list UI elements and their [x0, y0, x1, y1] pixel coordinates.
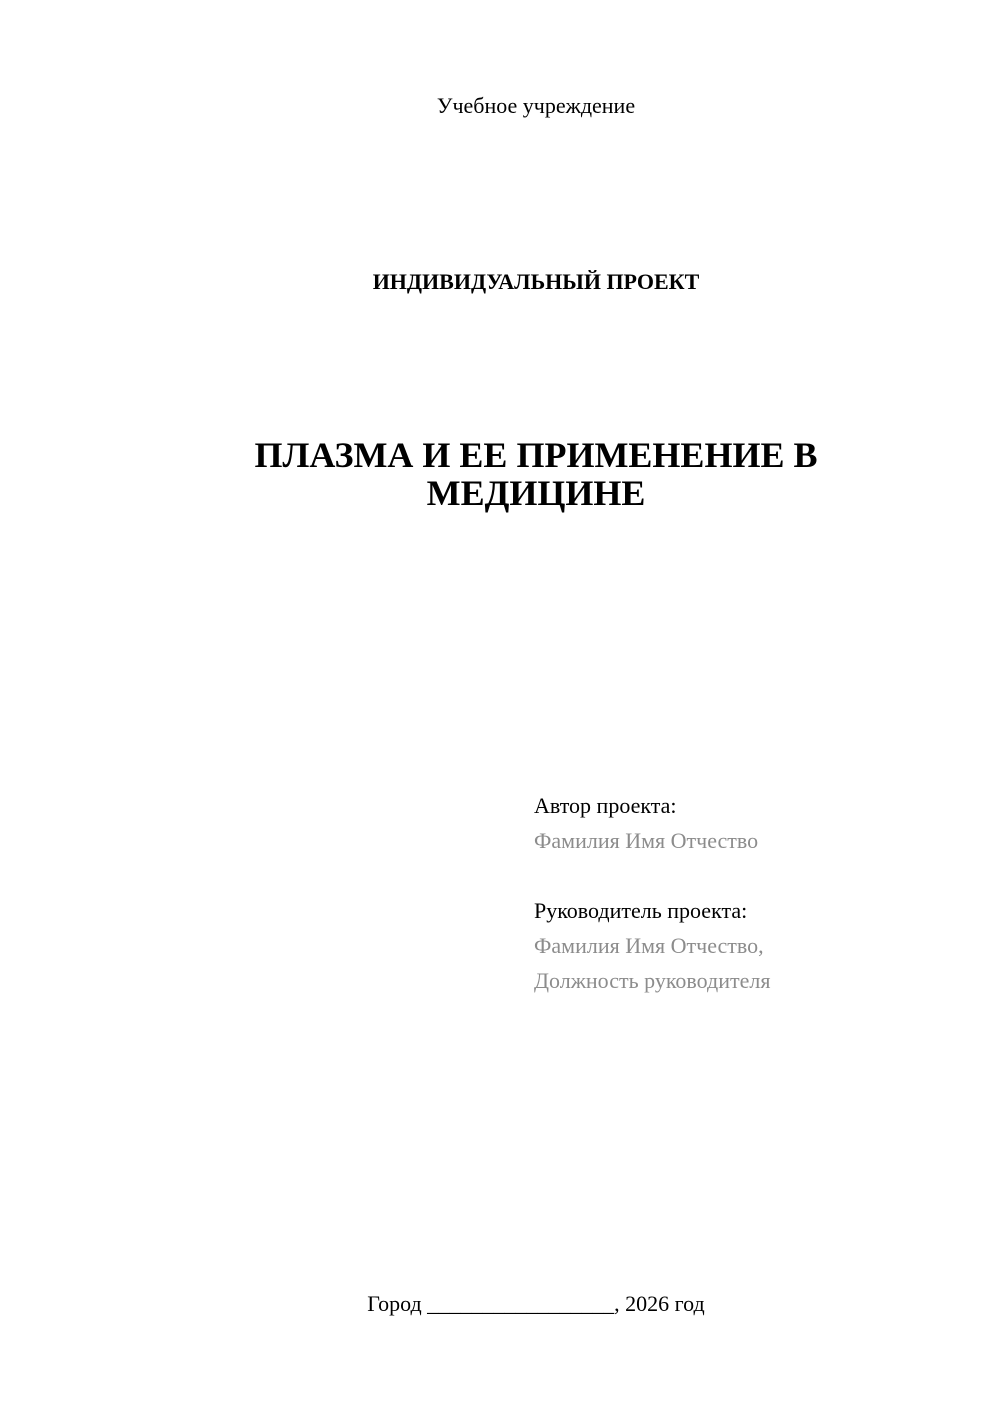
project-credits — [534, 788, 974, 998]
supervisor-label: Руководитель проекта: — [534, 898, 748, 923]
supervisor-position: Должность руководителя — [534, 968, 771, 993]
supervisor-name: Фамилия Имя Отчество, — [534, 933, 764, 958]
author-name: Фамилия Имя Отчество — [534, 828, 759, 853]
project-title-line-2: МЕДИЦИНЕ — [426, 473, 646, 513]
city-year-line: Город _________________, 2026 год — [367, 1291, 705, 1316]
author-label: Автор проекта: — [534, 793, 677, 818]
credits-spacer — [534, 858, 974, 893]
project-title — [200, 436, 872, 512]
project-type-heading: ИНДИВИДУАЛЬНЫЙ ПРОЕКТ — [372, 269, 700, 294]
project-title-line-1: ПЛАЗМА И ЕЕ ПРИМЕНЕНИЕ В — [254, 435, 818, 475]
institution-name: Учебное учреждение — [436, 93, 636, 118]
